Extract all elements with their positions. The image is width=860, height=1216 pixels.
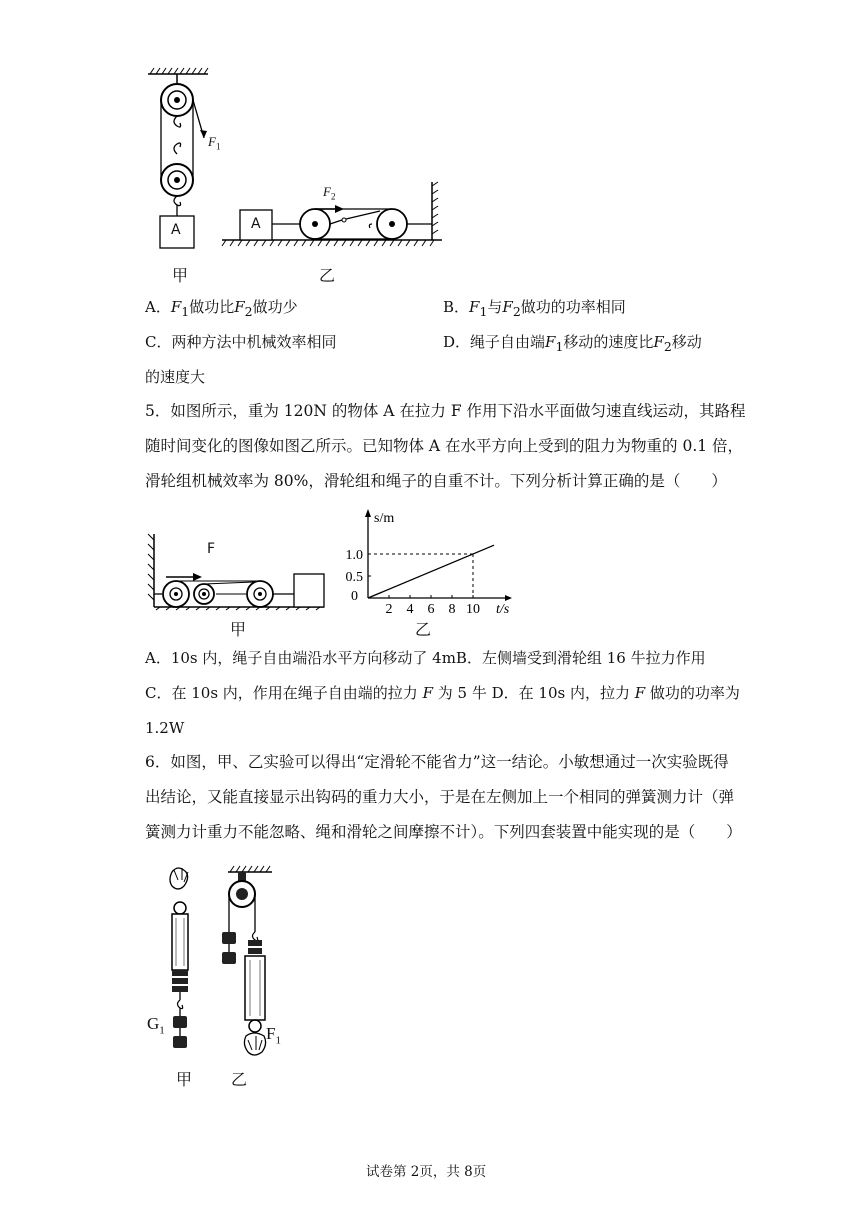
q4-force-label-f1 [208, 134, 220, 152]
q5-stem-line1: 5．如图所示，重为 120N 的物体 A 在拉力 F 作用下沿水平面做匀速直线运动，其路程 [145, 402, 746, 420]
x-tick-label: 8 [448, 602, 456, 617]
q5-option-cd: C．在 10s 内，作用在绳子自由端的拉力 F 为 5 牛 D．在 10s 内，拉力 F 做功的功率为 [145, 684, 740, 702]
x-axis-arrow [505, 595, 512, 601]
q4-force-label-f2 [323, 184, 335, 202]
q6-caption-yi: 乙 [231, 1070, 248, 1089]
q5-stem-line3: 滑轮组机械效率为 80%，滑轮组和绳子的自重不计。下列分析计算正确的是（ ） [145, 472, 727, 490]
q5-option-d-continued: 1.2W [145, 719, 185, 737]
q6-stem-line2: 出结论，又能直接显示出钩码的重力大小，于是在左侧加上一个相同的弹簧测力计（弹 [145, 788, 735, 806]
q4-caption-yi: 乙 [319, 266, 336, 285]
q6-label-g1: $G_1$ [147, 1014, 165, 1037]
f1-subscript: 1 [215, 141, 221, 152]
q6-stem-line3: 簧测力计重力不能忽略、绳和滑轮之间摩擦不计）。下列四套装置中能实现的是（ ） [145, 823, 742, 841]
f2-symbol: F [323, 184, 331, 199]
q4-option-b: B．$F_1$与$F_2$做功的功率相同 [443, 298, 626, 319]
q4-block-label-yi: A [251, 216, 261, 232]
q4-figure-yi [222, 180, 452, 250]
q5-caption-yi: 乙 [415, 620, 432, 639]
y-axis-arrow [365, 509, 371, 517]
q4-block-label-jia: A [171, 222, 181, 238]
series-line [368, 545, 494, 598]
y-axis-label: s/m [374, 511, 395, 526]
x-axis-label: t/s [496, 602, 510, 617]
q4-option-a: A．$F_1$做功比$F_2$做功少 [145, 298, 298, 319]
q4-caption-jia: 甲 [172, 266, 189, 285]
x-tick-label: 4 [406, 602, 414, 617]
q6-stem-line1: 6．如图，甲、乙实验可以得出“定滑轮不能省力”这一结论。小敏想通过一次实验既得 [145, 753, 729, 771]
q6-caption-jia: 甲 [176, 1070, 193, 1089]
x-tick-label: 10 [466, 602, 480, 617]
q4-option-c: C．两种方法中机械效率相同 [145, 333, 337, 351]
q6-label-f1: $F_1$ [266, 1024, 281, 1047]
x-tick-label: 2 [385, 602, 393, 617]
y-tick-label: 0.5 [345, 570, 363, 585]
q4-option-d: D．绳子自由端$F_1$移动的速度比$F_2$移动 [443, 333, 702, 354]
origin-label: 0 [351, 589, 358, 604]
page-footer: 试卷第 2页，共 8页 [366, 1164, 487, 1180]
y-tick-label: 1.0 [345, 548, 363, 563]
q4-option-d-continued: 的速度大 [145, 368, 206, 386]
x-tick-label: 6 [427, 602, 435, 617]
q5-option-ab: A．10s 内，绳子自由端沿水平方向移动了 4mB．左侧墙受到滑轮组 16 牛拉力作用 [145, 649, 706, 667]
q5-caption-jia: 甲 [230, 620, 247, 639]
q5-force-label: F [207, 541, 216, 557]
f2-subscript: 2 [330, 191, 336, 202]
q5-figure-jia [146, 530, 326, 610]
q5-stem-line2: 随时间变化的图像如图乙所示。已知物体 A 在水平方向上受到的阻力为物重的 0.1 倍， [145, 437, 744, 455]
f1-symbol: F [208, 134, 216, 149]
q5-st-chart [336, 506, 510, 618]
